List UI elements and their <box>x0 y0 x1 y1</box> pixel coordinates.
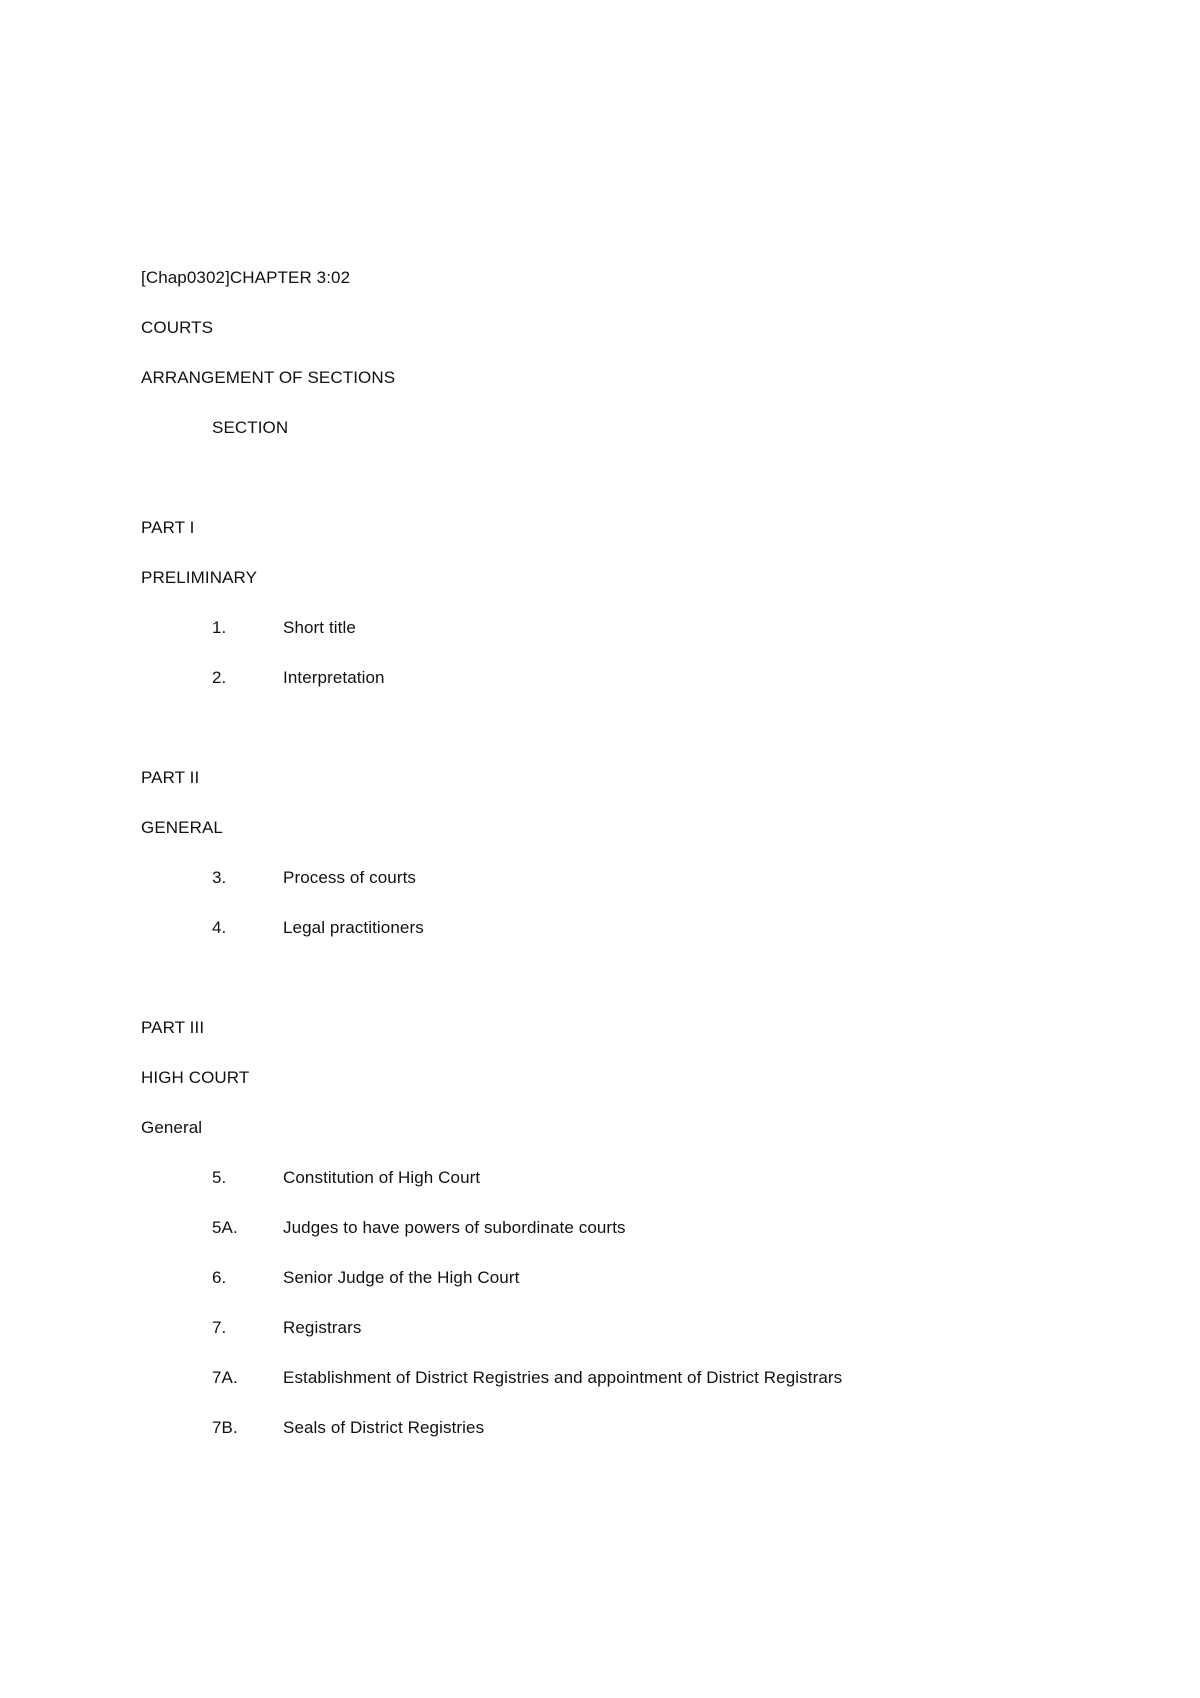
section-entry <box>212 618 356 638</box>
section-number: 2. <box>212 668 227 687</box>
chapter-tag: [Chap0302]CHAPTER 3:02 <box>141 268 351 287</box>
section-entry <box>212 1168 480 1188</box>
section-number: 7A. <box>212 1368 238 1387</box>
section-number: 1. <box>212 618 227 637</box>
section-title: Legal practitioners <box>283 918 424 937</box>
part-label: PART II <box>141 768 200 787</box>
section-title: Interpretation <box>283 668 385 687</box>
part-label: PART I <box>141 518 195 537</box>
part-heading: HIGH COURT <box>141 1068 250 1087</box>
part-subheading: General <box>141 1118 203 1137</box>
section-title: Establishment of District Registries and appointment of District Registrars <box>283 1368 843 1387</box>
part-heading: GENERAL <box>141 818 223 837</box>
section-entry <box>212 668 385 688</box>
section-entry <box>212 1218 626 1238</box>
section-title: Senior Judge of the High Court <box>283 1268 520 1287</box>
section-title: Process of courts <box>283 868 417 887</box>
section-entry <box>212 918 424 938</box>
section-number: 7B. <box>212 1418 238 1437</box>
section-number: 5. <box>212 1168 227 1187</box>
section-number: 5A. <box>212 1218 238 1237</box>
section-title: Constitution of High Court <box>283 1168 481 1187</box>
section-entry <box>212 868 416 888</box>
section-title: Short title <box>283 618 356 637</box>
part-label: PART III <box>141 1018 205 1037</box>
section-entry <box>212 1368 842 1388</box>
section-title: Seals of District Registries <box>283 1418 485 1437</box>
part-heading: PRELIMINARY <box>141 568 258 587</box>
section-title: Judges to have powers of subordinate courts <box>283 1218 626 1237</box>
section-column-label: SECTION <box>212 418 289 437</box>
section-entry <box>212 1418 484 1438</box>
section-entry <box>212 1318 361 1338</box>
section-number: 7. <box>212 1318 227 1337</box>
document-title: COURTS <box>141 318 214 337</box>
section-number: 4. <box>212 918 227 937</box>
document-subtitle: ARRANGEMENT OF SECTIONS <box>141 368 396 387</box>
section-title: Registrars <box>283 1318 362 1337</box>
section-entry <box>212 1268 519 1288</box>
section-number: 6. <box>212 1268 227 1287</box>
section-number: 3. <box>212 868 227 887</box>
